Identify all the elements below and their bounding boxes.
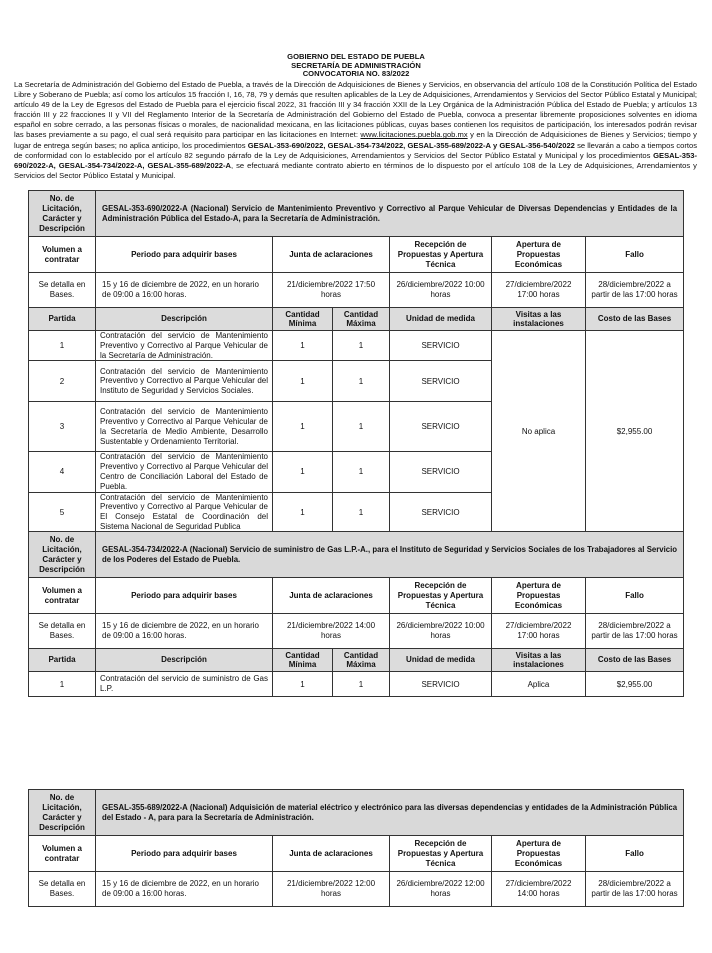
partida-unidad: SERVICIO [390,452,492,492]
licitacion-title: GESAL-354-734/2022-A (Nacional) Servicio de suministro de Gas L.P.-A., para el Instituto de Seguridad y Servicios Sociales de los Trabajadores al Servicio de los Poderes del Estado de Puebla. [96,532,684,578]
fallo-value: 28/diciembre/2022 a partir de las 17:00 horas [586,273,684,308]
periodo-header: Periodo para adquirir bases [96,836,273,872]
partida-desc: Contratación del servicio de Mantenimiento Preventivo y Correctivo al Parque Vehicular de El Consejo Estatal de Coordinación del Sistema Nacional de Seguridad Publica [96,492,273,532]
partida-header: Partida [29,308,96,331]
partida-min: 1 [273,492,333,532]
unidad-header: Unidad de medida [390,649,492,672]
fallo-value: 28/diciembre/2022 a partir de las 17:00 horas [586,614,684,649]
costo-header: Costo de las Bases [586,308,684,331]
partida-header: Partida [29,649,96,672]
partida-unidad: SERVICIO [390,672,492,697]
unidad-header: Unidad de medida [390,308,492,331]
apertura-value: 27/diciembre/2022 14:00 horas [492,872,586,907]
volumen-value: Se detalla en Bases. [29,872,96,907]
intro-paragraph [14,80,697,181]
partida-unidad: SERVICIO [390,402,492,452]
partida-desc: Contratación del servicio de Mantenimiento Preventivo y Correctivo al Parque Vehicular del Instituto de Seguridad y Servicios Sociales. [96,361,273,402]
partida-max: 1 [333,402,390,452]
costo-header: Costo de las Bases [586,649,684,672]
visitas-header: Visitas a las instalaciones [492,649,586,672]
no-licitacion-label: No. de Licitación, Carácter y Descripción [29,790,96,836]
partida-num: 4 [29,452,96,492]
licitacion-table-2 [28,531,684,697]
descripcion-header: Descripción [96,308,273,331]
cantidad-maxima-header: Cantidad Máxima [333,308,390,331]
fallo-header: Fallo [586,237,684,273]
volumen-value: Se detalla en Bases. [29,273,96,308]
apertura-header: Apertura de Propuestas Económicas [492,578,586,614]
partida-unidad: SERVICIO [390,331,492,361]
junta-value: 21/diciembre/2022 14:00 horas [273,614,390,649]
intro-procedures-2: GESAL-353-690/2022-A, GESAL-354-734/2022-A, GESAL-355-689/2022-A [14,150,697,170]
partida-num: 5 [29,492,96,532]
intro-procedures-1: GESAL-353-690/2022, GESAL-354-734/2022, GESAL-355-689/2022-A y GESAL-356-540/2022 [247,140,575,150]
fallo-header: Fallo [586,578,684,614]
licitacion-title: GESAL-355-689/2022-A (Nacional) Adquisición de material eléctrico y electrónico para las diversas dependencias y entidades de la Administración Pública del Estado - A, para para la Secretaría de Administración. [96,790,684,836]
apertura-header: Apertura de Propuestas Económicas [492,836,586,872]
header-government: GOBIERNO DEL ESTADO DE PUEBLA [287,52,425,61]
header-convocatoria: CONVOCATORIA NO. 83/2022 [302,69,410,79]
partida-max: 1 [333,331,390,361]
partida-num: 3 [29,402,96,452]
apertura-value: 27/diciembre/2022 17:00 horas [492,614,586,649]
junta-value: 21/diciembre/2022 17:50 horas [273,273,390,308]
intro-text-4: , se efectuará mediante contrato abierto en términos de lo dispuesto por el artículo 108 de la Ley de Adquisiciones, Arrendamientos y Servicios del Sector Público Estatal y Municipal. [14,160,697,180]
partida-max: 1 [333,361,390,402]
costo-value: $2,955.00 [586,331,684,533]
cantidad-maxima-header: Cantidad Máxima [333,649,390,672]
junta-header: Junta de aclaraciones [273,578,390,614]
recepcion-header: Recepción de Propuestas y Apertura Técnica [390,237,492,273]
volumen-header: Volumen a contratar [29,578,96,614]
recepcion-value: 26/diciembre/2022 10:00 horas [390,614,492,649]
volumen-header: Volumen a contratar [29,237,96,273]
partida-min: 1 [273,331,333,361]
intro-text-1: La Secretaría de Administración del Gobierno del Estado de Puebla, a través de la Dirección de Adquisiciones de Bienes y Servicios, en observancia del artículo 108 de la Constitución Política del Estado Libre y Soberano de Puebla; así como los artículos 15 fracción I, 16, 78, 79 y demás que resulten aplicables de la Ley de Adquisiciones, Arrendamientos y Servicios del Sector Público Estatal y Municipal; artículo 49 de la Ley de Egresos del Estado de Puebla para el ejercicio fiscal 2022, 31 fracción III y 34 fracción XXII de la Ley Orgánica de la Administración Pública del Estado de Puebla; y artículos 13 fracción III y 22 fracciones II y VII del Reglamento Interior de la Secretaría de Administración del Gobierno del Estado de Puebla, convoca a presentar libremente proposiciones solventes en idioma español en sobre cerrado, a las personas físicas o morales, de nacionalidad mexicana, en las licitaciones públicas, cuyas bases contienen los requisitos de participación, los interesados podrán revisar las bases previamente a su pago, el cual será requisito para participar en las licitaciones en Internet: [14,80,697,140]
partida-num: 1 [29,331,96,361]
costo-value: $2,955.00 [586,672,684,697]
recepcion-header: Recepción de Propuestas y Apertura Técnica [390,836,492,872]
recepcion-header: Recepción de Propuestas y Apertura Técnica [390,578,492,614]
partida-max: 1 [333,452,390,492]
partida-min: 1 [273,672,333,697]
descripcion-header: Descripción [96,649,273,672]
partida-desc: Contratación del servicio de Mantenimiento Preventivo y Correctivo al Parque Vehicular del Centro de Conciliación Laboral del Estado de Puebla. [96,452,273,492]
partida-max: 1 [333,672,390,697]
table-row [29,672,684,697]
partida-max: 1 [333,492,390,532]
header-secretariat: SECRETARÍA DE ADMINISTRACIÓN [291,60,421,70]
partida-desc: Contratación del servicio de suministro de Gas L.P. [96,672,273,697]
partida-num: 2 [29,361,96,402]
intro-text-2: y en la Dirección de Adquisiciones de Bienes y Servicios; tiempo y lugar de entrega según bases; no aplica anticipo, los procedimientos [14,130,697,150]
partida-unidad: SERVICIO [390,492,492,532]
visitas-value: Aplica [492,672,586,697]
licitacion-table-3 [28,789,684,907]
apertura-value: 27/diciembre/2022 17:00 horas [492,273,586,308]
periodo-header: Periodo para adquirir bases [96,578,273,614]
partida-unidad: SERVICIO [390,361,492,402]
fallo-header: Fallo [586,836,684,872]
fallo-value: 28/diciembre/2022 a partir de las 17:00 horas [586,872,684,907]
periodo-value: 15 y 16 de diciembre de 2022, en un horario de 09:00 a 16:00 horas. [96,273,273,308]
recepcion-value: 26/diciembre/2022 10:00 horas [390,273,492,308]
partida-min: 1 [273,361,333,402]
junta-header: Junta de aclaraciones [273,237,390,273]
partida-desc: Contratación del servicio de Mantenimiento Preventivo y Correctivo al Parque Vehicular de la Secretaría de Medio Ambiente, Desarrollo Sustentable y Ordenamiento Territorial. [96,402,273,452]
partida-num: 1 [29,672,96,697]
licitaciones-link[interactable]: www.licitaciones.puebla.gob.mx [360,130,468,140]
periodo-value: 15 y 16 de diciembre de 2022, en un horario de 09:00 a 16:00 horas. [96,872,273,907]
visitas-header: Visitas a las instalaciones [492,308,586,331]
partida-desc: Contratación del servicio de Mantenimiento Preventivo y Correctivo al Parque Vehicular de la Secretaría de Administración. [96,331,273,361]
partida-min: 1 [273,402,333,452]
periodo-value: 15 y 16 de diciembre de 2022, en un horario de 09:00 a 16:00 horas. [96,614,273,649]
periodo-header: Periodo para adquirir bases [96,237,273,273]
cantidad-minima-header: Cantidad Mínima [273,649,333,672]
volumen-value: Se detalla en Bases. [29,614,96,649]
no-licitacion-label: No. de Licitación, Carácter y Descripción [29,532,96,578]
intro-text-3: se llevarán a cabo a tiempos cortos de conformidad con lo establecido por el artículo 82 segundo párrafo de la Ley de Adquisiciones, Arrendamientos y Servicios del Sector Público Estatal y Municipal y los procedimientos [14,140,697,160]
volumen-header: Volumen a contratar [29,836,96,872]
licitacion-table-1 [28,190,684,533]
document-header [0,53,712,79]
visitas-value: No aplica [492,331,586,533]
partida-min: 1 [273,452,333,492]
table-row [29,331,684,361]
junta-header: Junta de aclaraciones [273,836,390,872]
recepcion-value: 26/diciembre/2022 12:00 horas [390,872,492,907]
junta-value: 21/diciembre/2022 12:00 horas [273,872,390,907]
no-licitacion-label: No. de Licitación, Carácter y Descripción [29,191,96,237]
cantidad-minima-header: Cantidad Mínima [273,308,333,331]
apertura-header: Apertura de Propuestas Económicas [492,237,586,273]
licitacion-title: GESAL-353-690/2022-A (Nacional) Servicio de Mantenimiento Preventivo y Correctivo al Parque Vehicular de Diversas Dependencias y Entidades de la Administración Pública del Estado-A, para la Secretaría de Administración. [96,191,684,237]
